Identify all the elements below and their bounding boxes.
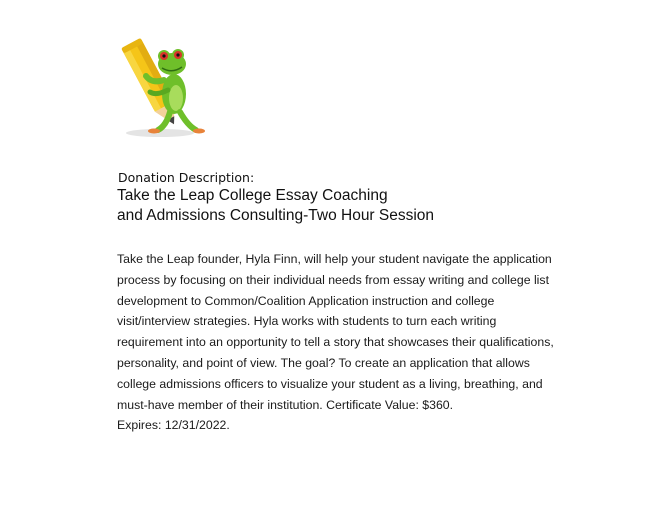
- description-line: process by focusing on their individual needs from essay writing and college list: [117, 272, 549, 287]
- description-line: must-have member of their institution. Certificate Value: $360.: [117, 397, 454, 412]
- donation-label: Donation Description:: [118, 170, 255, 185]
- description-line: requirement into an opportunity to tell a story that showcases their qualifications,: [117, 335, 554, 350]
- expiration-date: Expires: 12/31/2022.: [117, 418, 230, 433]
- description-line: personality, and point of view. The goal? To create an application that allows: [117, 355, 530, 370]
- donation-title: [117, 186, 434, 226]
- description-line: Take the Leap founder, Hyla Finn, will help your student navigate the application: [117, 252, 552, 266]
- donation-title-line: and Admissions Consulting-Two Hour Session: [117, 207, 435, 224]
- description-line: development to Common/Coalition Application instruction and college: [117, 293, 495, 308]
- description-line: college admissions officers to visualize your student as a living, breathing, and: [117, 376, 543, 391]
- frog-with-pencil-icon: [112, 30, 208, 140]
- donation-description: [117, 249, 587, 436]
- description-line: visit/interview strategies. Hyla works with students to turn each writing: [117, 314, 497, 329]
- donation-title-line: Take the Leap College Essay Coaching: [117, 187, 388, 204]
